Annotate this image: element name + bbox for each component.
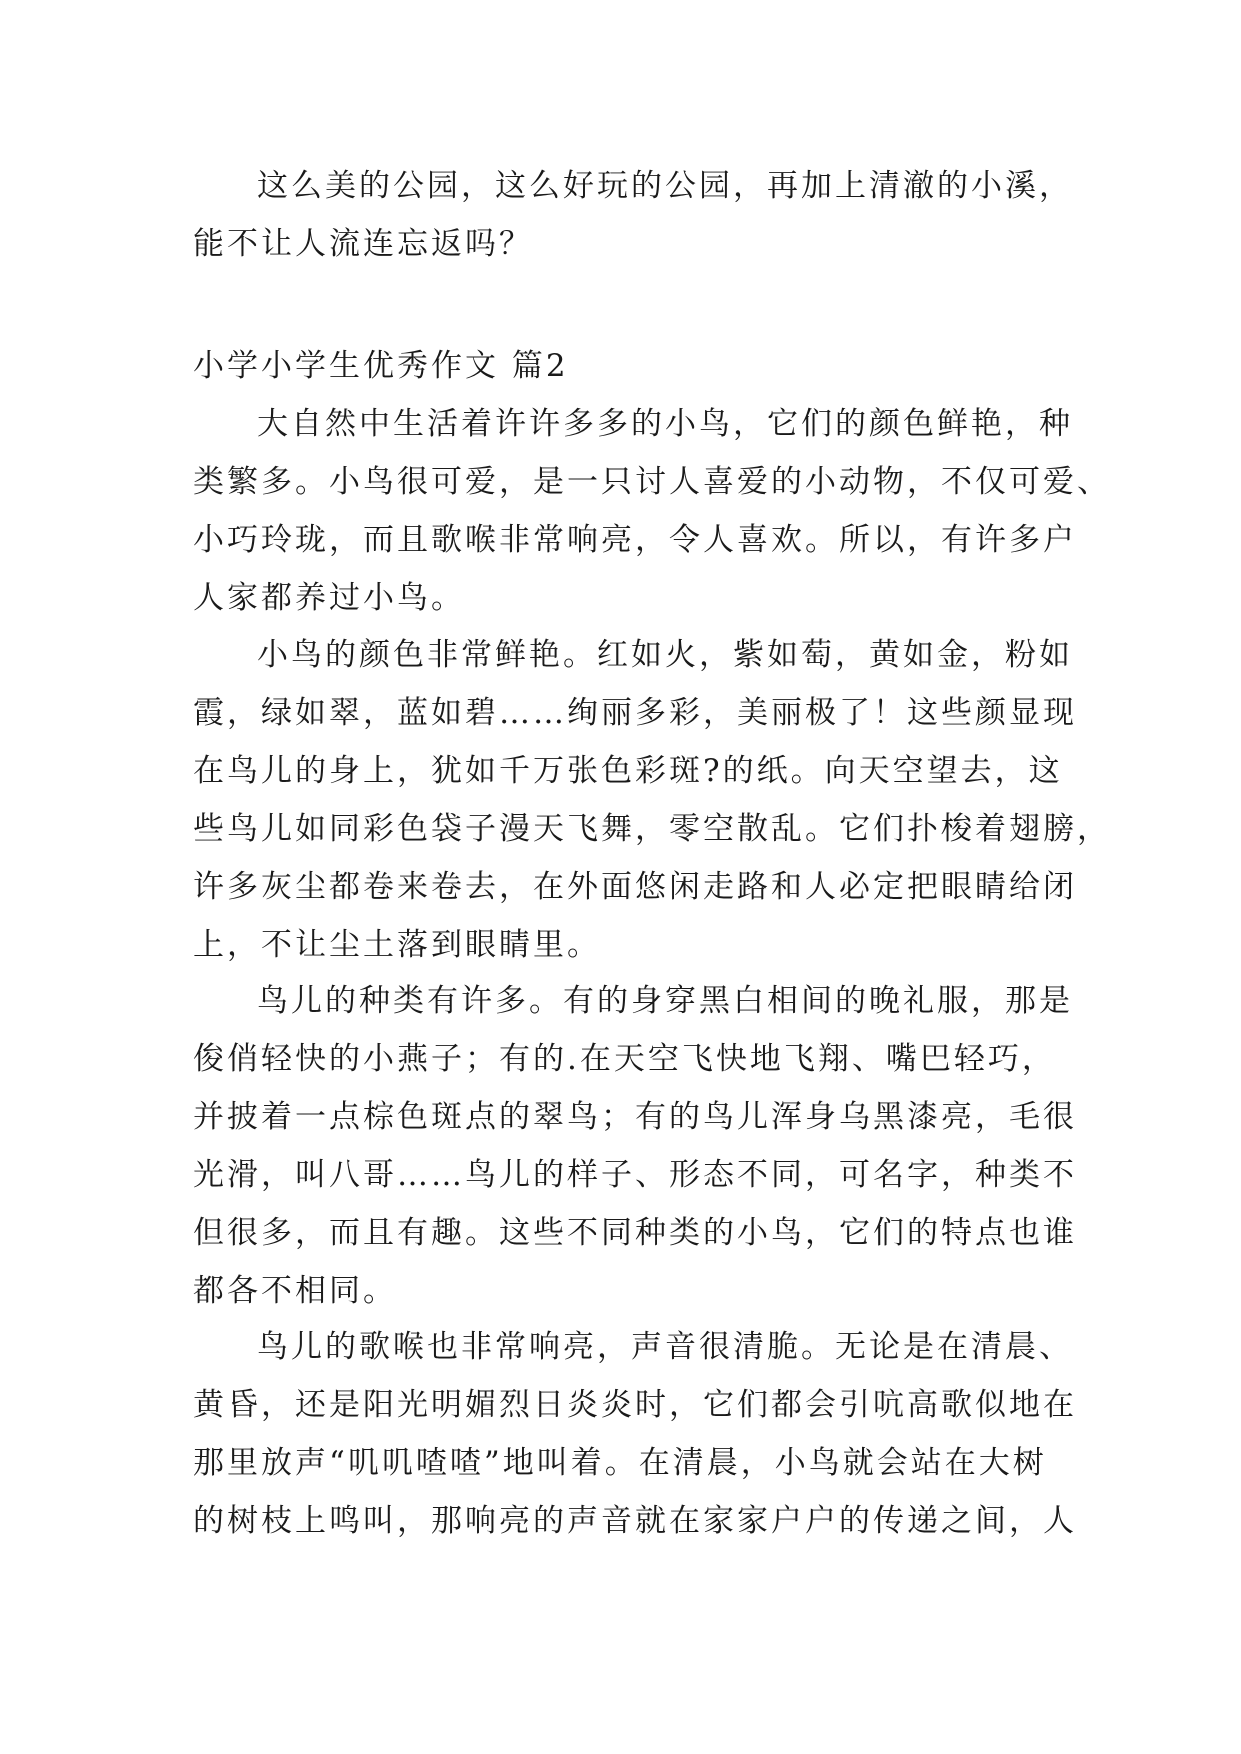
text-line: 的树枝上鸣叫，那响亮的声音就在家家户户的传递之间，人	[193, 1503, 1077, 1539]
paragraph-bird-songs	[193, 1318, 1077, 1550]
text-line: 在鸟儿的身上，犹如千万张色彩斑?的纸。向天空望去，这	[193, 753, 1063, 789]
text-line: 俊俏轻快的小燕子；有的.在天空飞快地飞翔、嘴巴轻巧，	[193, 1041, 1056, 1077]
text-line: 鸟儿的种类有许多。有的身穿黑白相间的晚礼服，那是	[257, 983, 1073, 1019]
text-line: 但很多，而且有趣。这些不同种类的小鸟，它们的特点也谁	[193, 1215, 1077, 1251]
text-line: 都各不相同。	[193, 1273, 397, 1309]
text-line: 上，不让尘土落到眼睛里。	[193, 927, 601, 963]
paragraph-park-ending	[193, 157, 1073, 273]
text-line: 那里放声“叽叽喳喳”地叫着。在清晨，小鸟就会站在大树	[193, 1445, 1047, 1481]
text-line: 许多灰尘都卷来卷去，在外面悠闲走路和人必定把眼睛给闭	[193, 869, 1077, 905]
text-line: 能不让人流连忘返吗？	[193, 226, 533, 262]
section-heading-block	[193, 337, 1073, 395]
text-line: 这么美的公园，这么好玩的公园，再加上清澈的小溪，	[257, 168, 1073, 204]
paragraph-birds-intro	[193, 395, 1111, 627]
text-line: 光滑，叫八哥……鸟儿的样子、形态不同，可名字，种类不	[193, 1157, 1077, 1193]
text-line: 类繁多。小鸟很可爱，是一只讨人喜爱的小动物，不仅可爱、	[193, 464, 1111, 500]
section-heading: 小学小学生优秀作文 篇2	[193, 348, 569, 384]
text-line: 些鸟儿如同彩色袋子漫天飞舞，零空散乱。它们扑梭着翅膀，	[193, 811, 1111, 847]
text-line: 小巧玲珑，而且歌喉非常响亮，令人喜欢。所以，有许多户	[193, 522, 1077, 558]
paragraph-bird-colors	[193, 626, 1111, 974]
text-line: 人家都养过小鸟。	[193, 580, 465, 616]
text-line: 大自然中生活着许许多多的小鸟，它们的颜色鲜艳，种	[257, 406, 1073, 442]
text-line: 鸟儿的歌喉也非常响亮，声音很清脆。无论是在清晨、	[257, 1329, 1073, 1365]
text-line: 小鸟的颜色非常鲜艳。红如火，紫如萄，黄如金，粉如	[257, 637, 1073, 673]
text-line: 黄昏，还是阳光明媚烈日炎炎时，它们都会引吭高歌似地在	[193, 1387, 1077, 1423]
paragraph-bird-kinds	[193, 972, 1077, 1320]
text-line: 霞，绿如翠，蓝如碧……绚丽多彩，美丽极了！这些颜显现	[193, 695, 1077, 731]
text-line: 并披着一点棕色斑点的翠鸟；有的鸟儿浑身乌黑漆亮，毛很	[193, 1099, 1077, 1135]
